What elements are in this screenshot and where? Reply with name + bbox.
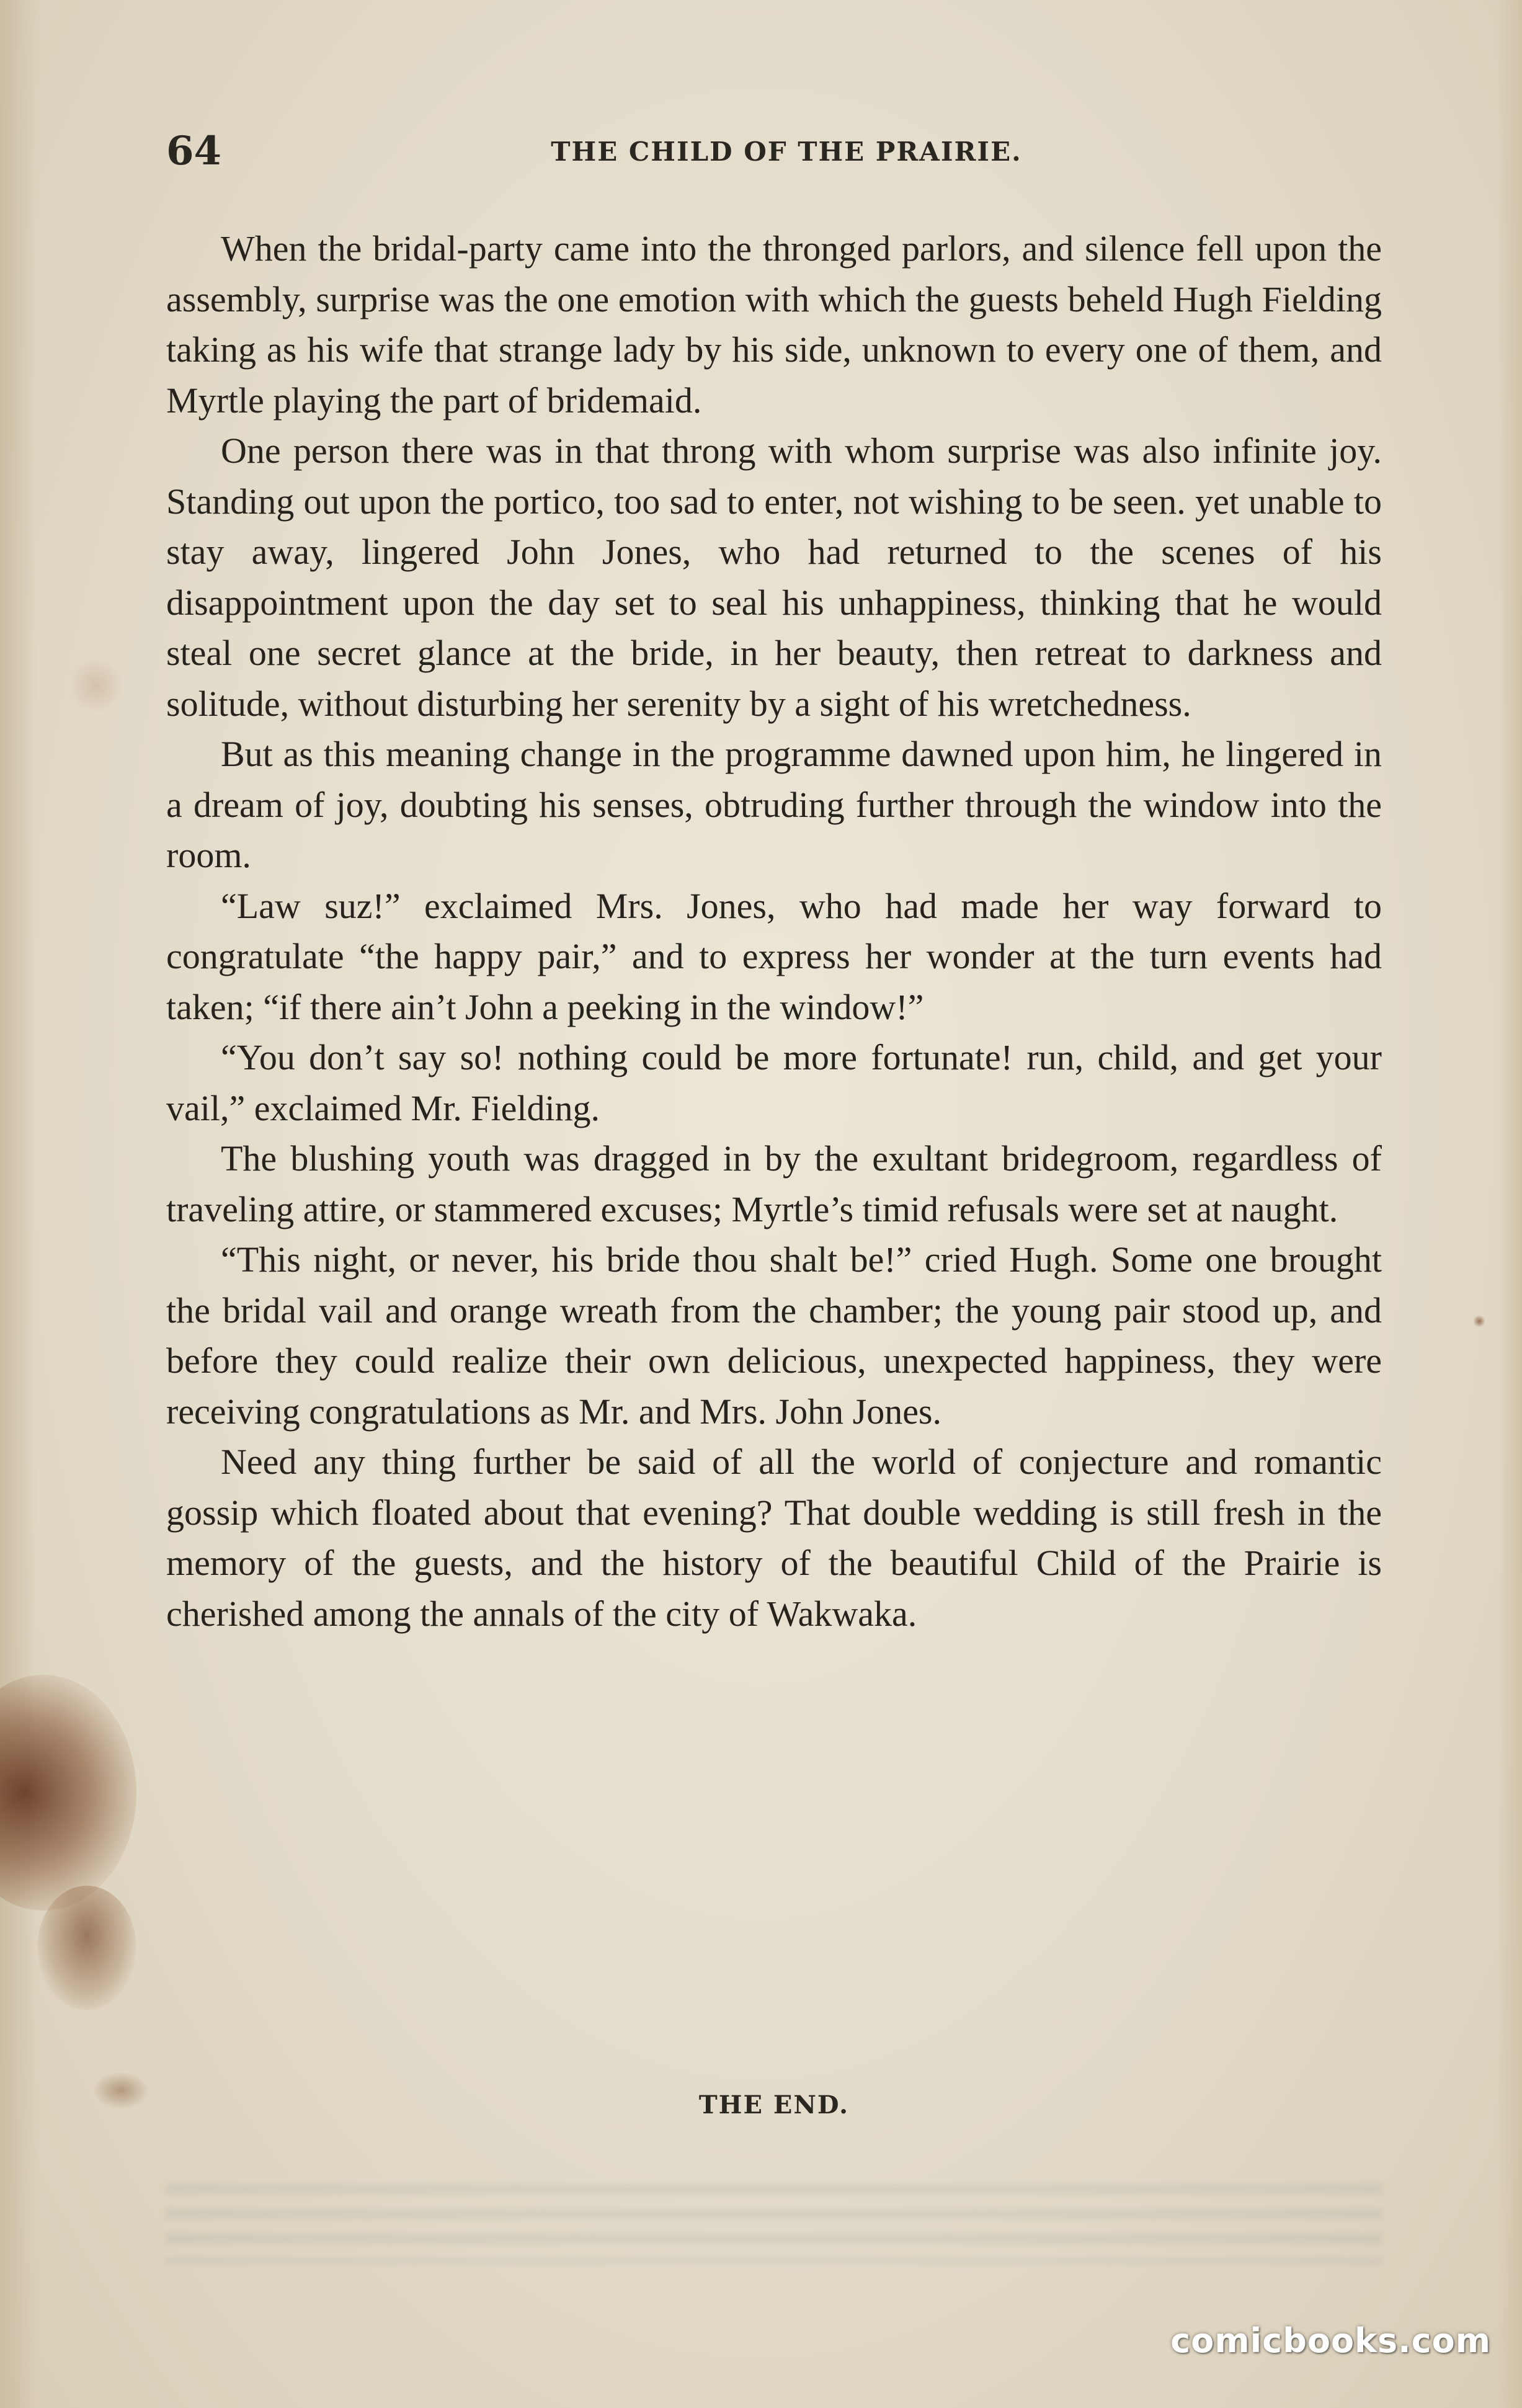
paragraph: One person there was in that throng with whom surprise was also infinite joy. Standing out upon the portico, too sad to enter, not wishing to be seen. yet unable to stay away, lingered John Jones, who had returned to the scenes of his disappointment upon the day set to seal his unhappiness, thinking that he would steal one secret glance at the bride, in her beauty, then retreat to darkness and solitude, without disturbing her serenity by a sight of his wretchedness. <box>166 430 1382 724</box>
paragraph: But as this meaning change in the programme dawned upon him, he lingered in a dream of joy, doubting his senses, obtruding further through the window into the room. <box>166 734 1382 875</box>
body-text <box>166 223 1382 1639</box>
foxing-spot <box>68 658 124 713</box>
paragraph: The blushing youth was dragged in by the exultant bridegroom, regardless of traveling attire, or stammered excuses; Myrtle’s timid refusals were set at naught. <box>166 1138 1382 1229</box>
paragraph: When the bridal-party came into the thronged parlors, and silence fell upon the assembly, surprise was the one emotion with which the guests beheld Hugh Fielding taking as his wife that strange lady by his side, unknown to every one of them, and Myrtle playing the part of bridemaid. <box>166 228 1382 421</box>
page-edge-shadow-right <box>1497 0 1522 2408</box>
paragraph: “Law suz!” exclaimed Mrs. Jones, who had made her way forward to congratulate “the happy pair,” and to express her wonder at the turn events had taken; “if there ain’t John a peeking in the window!” <box>166 885 1382 1027</box>
water-stain <box>93 2072 149 2109</box>
paragraph: Need any thing further be said of all the world of conjecture and romantic gossip which floated about that evening? That double wedding is still fresh in the memory of the guests, and the history of the beautiful Child of the Prairie is cherished among the annals of the city of Wakwaka. <box>166 1442 1382 1634</box>
paragraph: “This night, or never, his bride thou shalt be!” cried Hugh. Some one brought the bridal vail and orange wreath from the chamber; the young pair stood up, and before they could realize their own delicious, unexpected happiness, they were receiving congratulations as Mr. and Mrs. John Jones. <box>166 1239 1382 1432</box>
water-stain <box>0 1675 136 1911</box>
running-title: THE CHILD OF THE PRAIRIE. <box>551 136 1022 167</box>
paragraph: “You don’t say so! nothing could be more fortunate! run, child, and get your vail,” exclaimed Mr. Fielding. <box>166 1037 1382 1128</box>
running-head <box>166 127 1407 176</box>
page-number: 64 <box>166 128 222 174</box>
foxing-spot <box>1473 1315 1485 1327</box>
watermark: comicbooks.com <box>1170 2321 1491 2360</box>
water-stain <box>37 1886 136 2010</box>
page-edge-shadow-left <box>0 0 37 2408</box>
the-end-label: THE END. <box>698 2090 850 2120</box>
show-through-text <box>166 2183 1382 2264</box>
